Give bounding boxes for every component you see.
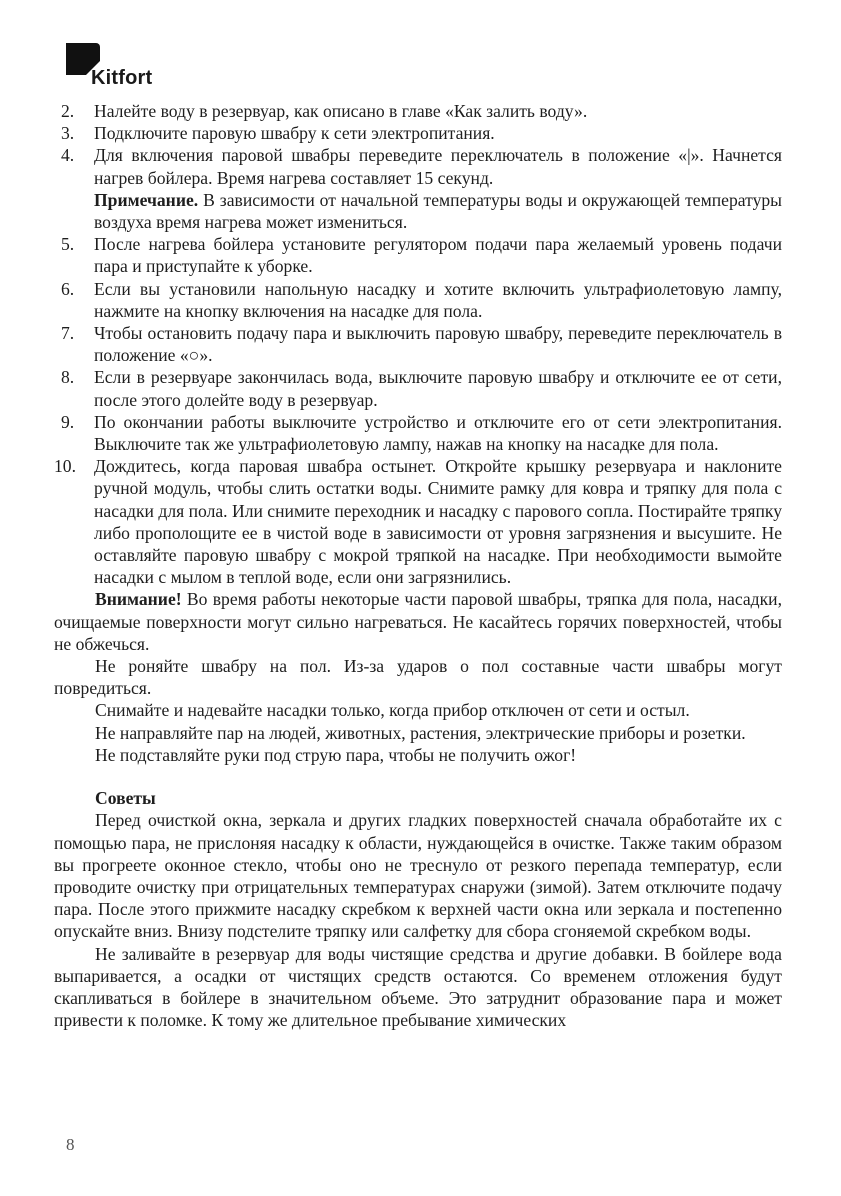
list-item <box>54 366 782 410</box>
body-paragraph: Не направляйте пар на людей, животных, растения, электрические приборы и розетки. <box>95 722 746 743</box>
brand-logo <box>66 43 186 93</box>
tips-paragraph: Не заливайте в резервуар для воды чистящие средства и другие добавки. В бойлере вода выпаривается, а осадки от чистящих средств остаются. Со временем отложения будут скапливаться в бойлере в значительном объеме. Это затруднит образование пара и может привести к поломке. К тому же длительное пребывание химических <box>54 943 782 1031</box>
tips-paragraph: Перед очисткой окна, зеркала и других гладких поверхностей сначала обработайте их с помощью пара, не прислоняя насадку к области, нуждающейся в очистке. Также таким образом вы прогреете оконное стекло, чтобы оно не треснуло от резкого перепада температур, если проводите очистку при отрицательных температурах снаружи (зимой). Затем отключите подачу пара. После этого прижмите насадку скребком к верхней части окна или зеркала и постепенно опускайте вниз. Внизу подстелите тряпку или салфетку для сбора сгоняемой скребком воды. <box>54 810 782 942</box>
step-number: 5. <box>61 234 75 255</box>
page-content <box>54 100 782 1031</box>
body-paragraph: Не роняйте швабру на пол. Из-за ударов о пол составные части швабры могут повредиться. <box>54 656 782 699</box>
step-text: Подключите паровую швабру к сети электропитания. <box>94 123 495 144</box>
note-text: В зависимости от начальной температуры воды и окружающей температуры воздуха время нагрева может измениться. <box>94 189 782 233</box>
step-text: Налейте воду в резервуар, как описано в главе «Как залить воду». <box>94 101 588 121</box>
step-number: 8. <box>61 367 75 388</box>
body-paragraph: Снимайте и надевайте насадки только, когда прибор отключен от сети и остыл. <box>95 700 690 721</box>
step-text: Для включения паровой швабры переведите переключатель в положение «|». Начнется нагрев бойлера. Время нагрева составляет 15 секунд. <box>94 145 782 188</box>
step-text: Если вы установили напольную насадку и хотите включить ультрафиолетовую лампу, нажмите на кнопку включения на насадке для пола. <box>94 278 782 321</box>
tips-heading: Советы <box>95 788 156 809</box>
step-number: 7. <box>61 323 75 344</box>
step-text: После нагрева бойлера установите регулятором подачи пара желаемый уровень подачи пара и приступайте к уборке. <box>94 234 782 277</box>
step-text: По окончании работы выключите устройство и отключите его от сети электропитания. Выключите так же ультрафиолетовую лампу, нажав на кнопку на насадке для пола. <box>94 411 782 455</box>
steps-list <box>54 100 782 588</box>
step-number: 10. <box>54 456 76 477</box>
step-number: 9. <box>61 411 75 432</box>
step-number: 2. <box>61 101 75 121</box>
step-number: 4. <box>61 145 75 166</box>
list-item <box>54 455 782 588</box>
step-text: Дождитесь, когда паровая швабра остынет. Откройте крышку резервуара и наклоните ручной модуль, чтобы слить остатки воды. Снимите рамку для ковра и тряпку для пола с насадки для пола. Или снимите переходник и насадку с парового сопла. Постирайте тряпку либо прополощите ее в чистой воде в зависимости от уровня загрязнения и высушите. Не оставляйте паровую швабру с мокрой тряпкой на насадке. При необходимости вымойте насадки с мылом в теплой воде, если они загрязнились. <box>94 456 782 588</box>
list-item <box>54 100 782 122</box>
list-item <box>54 411 782 455</box>
brand-name: Kitfort <box>91 67 153 89</box>
list-item <box>54 122 782 144</box>
warning-label: Внимание! <box>95 589 182 610</box>
list-item <box>54 278 782 322</box>
note-label: Примечание. <box>94 189 199 210</box>
step-text: Чтобы остановить подачу пара и выключить паровую швабру, переведите переключатель в положение «○». <box>94 323 782 366</box>
step-number: 3. <box>61 123 75 144</box>
list-item <box>54 144 782 233</box>
warning-text: Во время работы некоторые части паровой швабры, тряпка для пола, насадки, очищаемые поверхности могут сильно нагреваться. Не касайтесь горячих поверхностей, чтобы не обжечься. <box>54 589 782 654</box>
page-number: 8 <box>66 1135 75 1154</box>
list-item <box>54 233 782 277</box>
warning-paragraph <box>54 588 782 655</box>
list-item <box>54 322 782 366</box>
step-text: Если в резервуаре закончилась вода, выключите паровую швабру и отключите ее от сети, после этого долейте воду в резервуар. <box>94 367 782 410</box>
step-number: 6. <box>61 278 75 299</box>
note <box>94 189 782 233</box>
body-paragraph: Не подставляйте руки под струю пара, чтобы не получить ожог! <box>95 744 577 765</box>
